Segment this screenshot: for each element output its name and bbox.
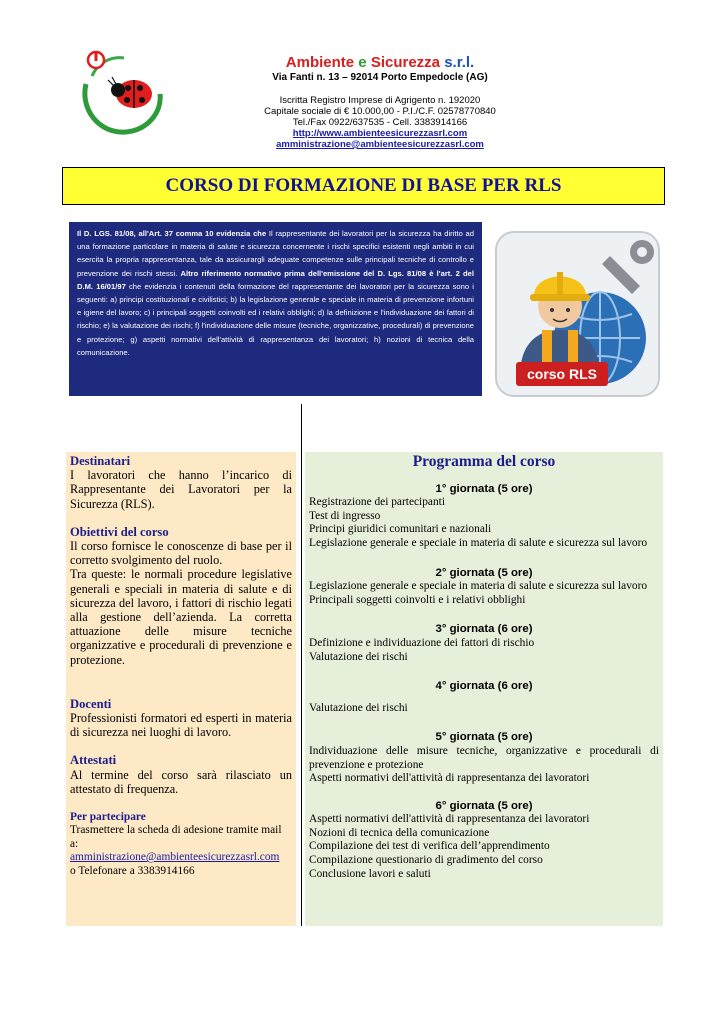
program-title: Programma del corso xyxy=(412,453,556,470)
column-divider xyxy=(301,404,302,926)
title-banner xyxy=(62,167,665,205)
company-name-part2: e xyxy=(358,54,367,71)
destinatari-text: I lavoratori che hanno l’incarico di Rappresentante dei Lavoratori per la Sicurezza (RLS). xyxy=(70,468,292,511)
day-title: 6° giornata (5 ore) xyxy=(435,799,533,812)
company-name-part1: Ambiente xyxy=(285,54,355,71)
company-website-link[interactable]: http://www.ambienteesicurezzasrl.com xyxy=(292,128,468,139)
docenti-heading: Docenti xyxy=(70,696,112,711)
program-column xyxy=(305,452,663,926)
obiettivi-text-1: Il corso fornisce le conoscenze di base per il corretto svolgimento del ruolo. xyxy=(70,539,292,568)
day-item: Legislazione generale e speciale in materia di salute e sicurezza sul lavoro xyxy=(309,580,648,593)
day-title: 4° giornata (6 ore) xyxy=(435,680,533,693)
page-title: CORSO DI FORMAZIONE DI BASE PER RLS xyxy=(165,175,562,196)
day-item: Test di ingresso xyxy=(309,509,381,522)
intro-text-2: che evidenzia i contenuti della formazione del rappresentante dei lavoratori per la sicurezza sono i seguenti: a) principi costituzionali e civilistici; b) la legislazione generale e speciale in materia di prevenzione infortuni e igiene del lavoro; c) i principali soggetti coinvolti ed i relativi obblighi; d) la definizione e l'individuazione dei fattori di rischio; e) la valutazione dei rischi; f) l'individuazione delle misure (tecniche, organizzative, procedurali) di prevenzione e protezione; g) aspetti normativi dell'attività di rappresentanza dei lavoratori; h) nozioni di tecnica della comunicazione. xyxy=(77,281,474,357)
day-item: Nozioni di tecnica della comunicazione xyxy=(309,826,490,839)
company-address: Via Fanti n. 13 – 92014 Porto Empedocle (AG) xyxy=(272,72,488,83)
partecipare-text-1: Trasmettere la scheda di adesione tramite mail a: xyxy=(70,824,282,850)
partecipare-text-2: o Telefonare a 3383914166 xyxy=(70,864,195,877)
intro-bold-1: Il D. LGS. 81/08, all'Art. 37 comma 10 evidenzia che xyxy=(77,229,267,238)
program-days xyxy=(309,469,659,882)
intro-bold-2: Altro riferimento normativo prima dell'emissione del D. Lgs. 81/08 è l'art. 2 del D.M. 16/01/97 xyxy=(77,268,474,291)
day-title: 1° giornata (5 ore) xyxy=(435,482,533,495)
company-name xyxy=(205,54,555,71)
day-item: Principali soggetti coinvolti e i relativi obblighi xyxy=(309,593,526,606)
company-name-part4: s.r.l. xyxy=(444,54,475,71)
destinatari-heading: Destinatari xyxy=(70,454,131,468)
course-badge-text: corso RLS xyxy=(526,366,598,382)
company-email-link[interactable]: amministrazione@ambienteesicurezzasrl.com xyxy=(276,139,484,150)
day-item: Definizione e individuazione dei fattori di rischio xyxy=(309,636,535,649)
company-phone: Tel./Fax 0922/637535 - Cell. 3383914166 xyxy=(292,117,468,128)
day-title: 2° giornata (5 ore) xyxy=(435,566,533,579)
company-capital: Capitale sociale di € 10.000,00 - P.I./C.F. 02578770840 xyxy=(264,106,496,117)
obiettivi-text-2: Tra queste: le normali procedure legislative generali e speciali in materia di salute e di sicurezza del lavoro, i fattori di rischio legati alla gestione dell’azienda. La corretta attuazione delle misure tecniche organizzative e procedurali di prevenzione e protezione. xyxy=(70,567,292,667)
day-item: Individuazione delle misure tecniche, organizzative e procedurali di prevenzione e protezione xyxy=(309,744,659,771)
intro-text-1: Il rappresentante dei lavoratori per la sicurezza ha diritto ad una formazione particolare in materia di salute e sicurezza concernente i rischi specifici esistenti negli ambiti in cui esercita la propria rappresentanza, tale da assicurargli adeguate competenze sulle principali tecniche di controllo e prevenzione dei rischi stessi. xyxy=(77,229,474,278)
day-title: 5° giornata (5 ore) xyxy=(435,731,533,744)
intro-box xyxy=(69,222,482,396)
day-item: Aspetti normativi dell'attività di rappresentanza dei lavoratori xyxy=(309,813,590,826)
day-item: Valutazione dei rischi xyxy=(309,650,408,663)
obiettivi-heading: Obiettivi del corso xyxy=(70,524,169,539)
partecipare-email-link[interactable]: amministrazione@ambienteesicurezzasrl.com xyxy=(70,851,280,864)
company-registry: Iscritta Registro Imprese di Agrigento n. 192020 xyxy=(279,95,481,106)
attestati-heading: Attestati xyxy=(70,753,117,768)
day-item: Conclusione lavori e saluti xyxy=(309,867,431,880)
day-item: Compilazione dei test di verifica dell’apprendimento xyxy=(309,840,550,853)
docenti-text: Professionisti formatori ed esperti in materia di sicurezza nei luoghi di lavoro. xyxy=(70,711,292,740)
day-title: 3° giornata (6 ore) xyxy=(435,623,533,636)
day-item: Compilazione questionario di gradimento del corso xyxy=(309,854,543,867)
day-item: Legislazione generale e speciale in materia di salute e sicurezza sul lavoro xyxy=(309,536,648,549)
day-item: Aspetti normativi dell'attività di rappresentanza dei lavoratori xyxy=(309,772,590,785)
course-rls-image xyxy=(490,226,665,402)
attestati-text: Al termine del corso sarà rilasciato un attestato di frequenza. xyxy=(70,767,292,796)
partecipare-heading: Per partecipare xyxy=(70,811,146,824)
company-name-part3: Sicurezza xyxy=(370,54,441,71)
ladybug-logo xyxy=(76,46,168,138)
day-item: Principi giuridici comunitari e nazionali xyxy=(309,523,492,536)
day-item: Registrazione dei partecipanti xyxy=(309,496,445,509)
day-item: Valutazione dei rischi xyxy=(309,701,408,714)
course-info-column xyxy=(66,452,296,926)
